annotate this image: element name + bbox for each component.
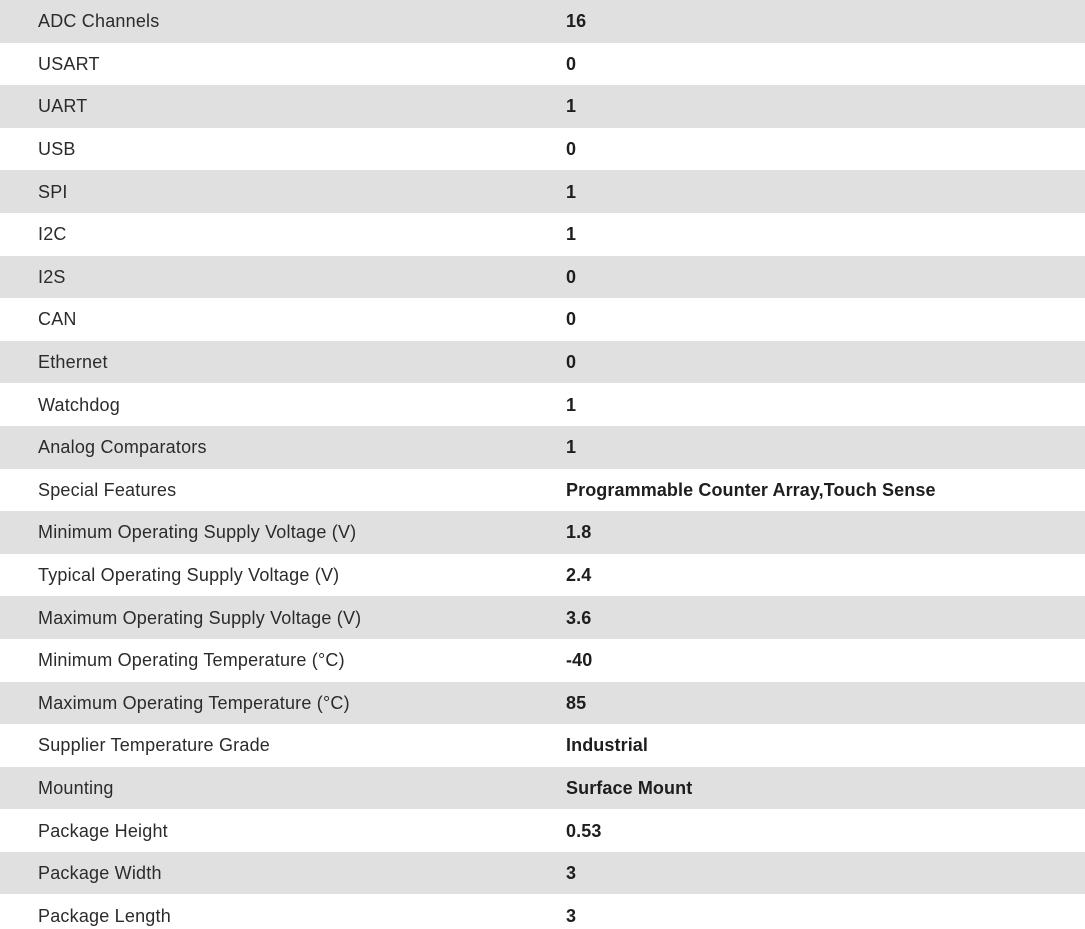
spec-name: SPI bbox=[38, 181, 68, 202]
spec-value: Surface Mount bbox=[566, 777, 693, 798]
spec-name: USART bbox=[38, 53, 100, 74]
spec-row-mounting bbox=[0, 767, 1085, 810]
spec-row-typ-supply-voltage bbox=[0, 554, 1085, 597]
spec-value: 1.8 bbox=[566, 522, 592, 543]
spec-name: Package Length bbox=[38, 905, 171, 926]
spec-name: Ethernet bbox=[38, 352, 108, 373]
spec-value: 1 bbox=[566, 394, 577, 415]
spec-value: 1 bbox=[566, 181, 577, 202]
spec-name: CAN bbox=[38, 309, 77, 330]
spec-name: I2S bbox=[38, 266, 66, 287]
spec-name: Maximum Operating Supply Voltage (V) bbox=[38, 607, 362, 628]
spec-name: USB bbox=[38, 139, 76, 160]
spec-row-i2s bbox=[0, 256, 1085, 299]
spec-row-special-features bbox=[0, 469, 1085, 512]
spec-value: 0 bbox=[566, 53, 577, 74]
spec-name: Special Features bbox=[38, 479, 177, 500]
spec-row-adc-channels bbox=[0, 0, 1085, 43]
spec-row-min-supply-voltage bbox=[0, 511, 1085, 554]
spec-name: I2C bbox=[38, 224, 67, 245]
spec-name: Watchdog bbox=[38, 394, 120, 415]
spec-value: 3 bbox=[566, 905, 577, 926]
spec-name: Supplier Temperature Grade bbox=[38, 735, 270, 756]
spec-value: 0 bbox=[566, 352, 577, 373]
spec-row-usb bbox=[0, 128, 1085, 171]
spec-row-package-height bbox=[0, 809, 1085, 852]
spec-name: Minimum Operating Temperature (°C) bbox=[38, 650, 345, 671]
spec-value: Industrial bbox=[566, 735, 649, 756]
spec-value: 16 bbox=[566, 11, 587, 32]
spec-value: 1 bbox=[566, 437, 577, 458]
spec-value: 3.6 bbox=[566, 607, 592, 628]
spec-name: Minimum Operating Supply Voltage (V) bbox=[38, 522, 357, 543]
spec-row-package-width bbox=[0, 852, 1085, 895]
spec-row-max-supply-voltage bbox=[0, 596, 1085, 639]
spec-value: 0 bbox=[566, 139, 577, 160]
spec-value: 1 bbox=[566, 224, 577, 245]
spec-row-watchdog bbox=[0, 383, 1085, 426]
spec-row-package-length bbox=[0, 894, 1085, 929]
spec-name: Analog Comparators bbox=[38, 437, 207, 458]
spec-row-can bbox=[0, 298, 1085, 341]
spec-value: 0 bbox=[566, 309, 577, 330]
spec-value: Programmable Counter Array,Touch Sense bbox=[566, 479, 936, 500]
spec-name: Mounting bbox=[38, 777, 114, 798]
spec-value: -40 bbox=[566, 650, 593, 671]
spec-name: Maximum Operating Temperature (°C) bbox=[38, 692, 350, 713]
spec-name: ADC Channels bbox=[38, 11, 160, 32]
spec-row-min-temperature bbox=[0, 639, 1085, 682]
spec-name: Package Width bbox=[38, 863, 162, 884]
spec-value: 0 bbox=[566, 266, 577, 287]
spec-name: UART bbox=[38, 96, 88, 117]
spec-row-temperature-grade bbox=[0, 724, 1085, 767]
spec-value: 85 bbox=[566, 692, 587, 713]
spec-value: 0.53 bbox=[566, 820, 602, 841]
spec-value: 1 bbox=[566, 96, 577, 117]
spec-row-spi bbox=[0, 170, 1085, 213]
spec-name: Typical Operating Supply Voltage (V) bbox=[38, 565, 340, 586]
spec-row-analog-comparators bbox=[0, 426, 1085, 469]
spec-value: 2.4 bbox=[566, 565, 592, 586]
spec-row-i2c bbox=[0, 213, 1085, 256]
spec-row-max-temperature bbox=[0, 682, 1085, 725]
spec-row-uart bbox=[0, 85, 1085, 128]
spec-name: Package Height bbox=[38, 820, 168, 841]
spec-row-ethernet bbox=[0, 341, 1085, 384]
spec-row-usart bbox=[0, 43, 1085, 86]
spec-value: 3 bbox=[566, 863, 577, 884]
